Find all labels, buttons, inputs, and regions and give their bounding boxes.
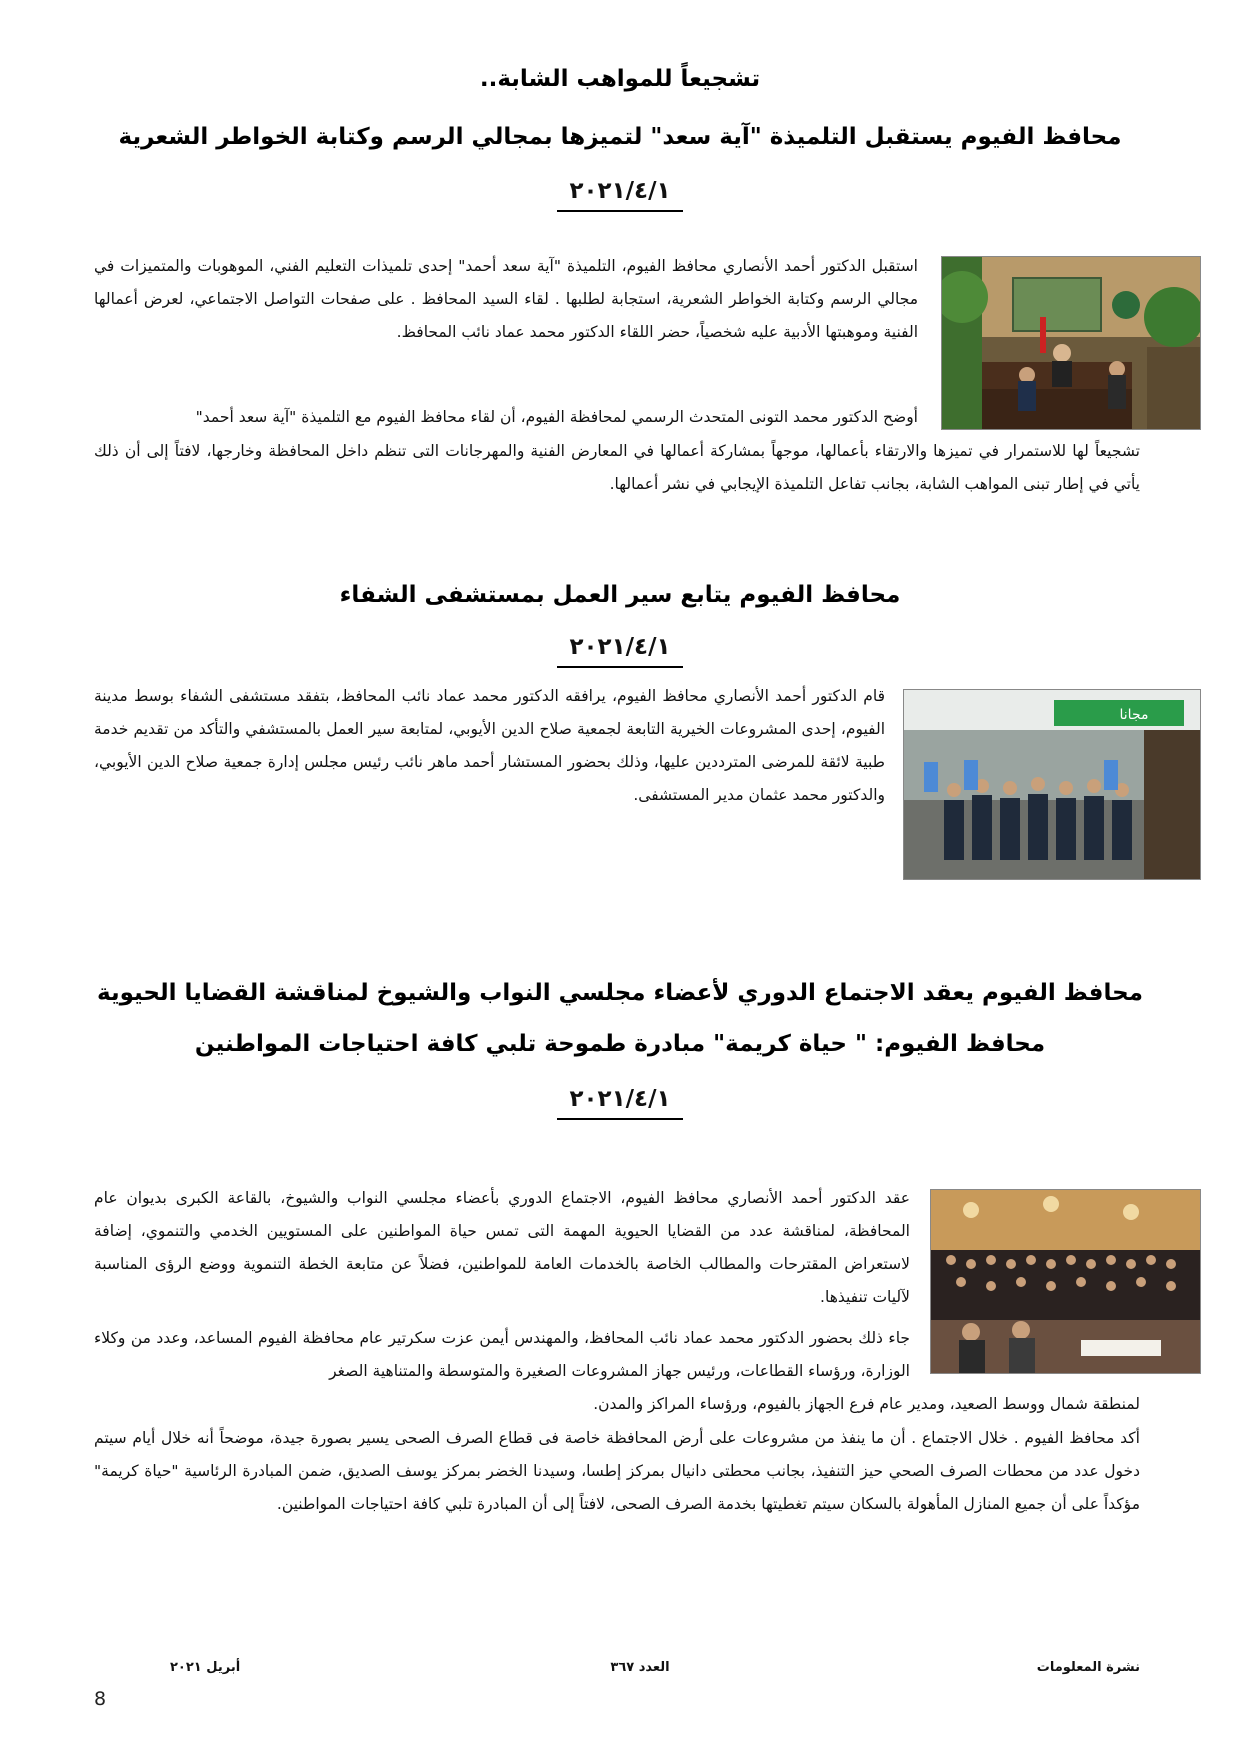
page-number: 8 — [94, 1688, 107, 1710]
footer-publication: نشرة المعلومات — [1036, 1660, 1140, 1675]
article3-date-text: ٢٠٢١/٤/١ — [557, 1086, 682, 1120]
article1-paragraph-1: استقبل الدكتور أحمد الأنصاري محافظ الفيوم، التلميذة "آية سعد أحمد" إحدى تلميذات التعليم الفني، الموهوبات والمتميزات في مجالي الرسم وكتابة الخواطر الشعرية، استجابة لطلبها . لقاء السيد المحافظ . على صفحات التواصل الاجتماعي، لعرض أعمالها الفنية وموهبتها الأدبية عليه شخصياً، حضر اللقاء الدكتور محمد عماد نائب المحافظ. — [94, 257, 918, 341]
article2-headline: محافظ الفيوم يتابع سير العمل بمستشفى الشفاء — [339, 582, 901, 608]
article2-sign-text: مجانا — [1119, 707, 1149, 723]
article3-photo — [930, 1189, 1201, 1374]
article1-date-text: ٢٠٢١/٤/١ — [557, 178, 682, 212]
article3-paragraph-3: أكد محافظ الفيوم . خلال الاجتماع . أن ما ينفذ من مشروعات على أرض المحافظة خاصة فى قطاع الصرف الصحى يسير بصورة جيدة، موضحاً أنه خلال أيام سيتم دخول عدد من محطات الصرف الصحي حيز التنفيذ، بجانب محطتى دانيال بمركز إطسا، وسيدنا الخضر بمركز يوسف الصديق، ضمن المبادرة الرئاسية "حياة كريمة" مؤكداً على أن جميع المنازل المأهولة بالسكان سيتم تغطيتها بخدمة الصرف الصحى، لافتاً إلى أن المبادرة تلبي كافة احتياجات المواطنين. — [94, 1429, 1140, 1513]
footer-issue: العدد ٣٦٧ — [610, 1660, 670, 1675]
article2-photo — [903, 689, 1201, 880]
article1-date — [0, 178, 1240, 212]
article2-paragraph-1: قام الدكتور أحمد الأنصاري محافظ الفيوم، يرافقه الدكتور محمد عماد نائب المحافظ، بتفقد مستشفى الشفاء بوسط مدينة الفيوم، إحدى المشروعات الخيرية التابعة لجمعية صلاح الدين الأيوبي، لمتابعة سير العمل بالمستشفي والتأكد من تقديم خدمة طبية لائقة للمرضى المترددين عليها، وذلك بحضور المستشار أحمد ماهر نائب رئيس مجلس إدارة جمعية صلاح الدين الأيوبي، والدكتور محمد عثمان مدير المستشفى. — [94, 687, 885, 804]
footer-month: أبريل ٢٠٢١ — [170, 1660, 241, 1675]
article1-kicker: تشجيعاً للمواهب الشابة.. — [479, 66, 761, 92]
article3-paragraph-2b: لمنطقة شمال ووسط الصعيد، ومدير عام فرع الجهاز بالفيوم، ورؤساء المراكز والمدن. — [593, 1395, 1140, 1413]
article3-paragraph-2a: جاء ذلك بحضور الدكتور محمد عماد نائب المحافظ، والمهندس أيمن عزت سكرتير عام محافظة الفيوم المساعد، وعدد من وكلاء الوزارة، ورؤساء القطاعات، ورئيس جهاز المشروعات الصغيرة والمتوسطة والمتناهية الصغر — [94, 1329, 910, 1380]
article3-paragraph-1: عقد الدكتور أحمد الأنصاري محافظ الفيوم، الاجتماع الدوري بأعضاء مجلسي النواب والشيوخ، بالقاعة الكبرى بديوان عام المحافظة، لمناقشة عدد من القضايا الحيوية المهمة التى تمس حياة المواطنين على المستويين الخدمي والتنموي، إضافة لاستعراض المقترحات والمطالب الخاصة بالخدمات العامة للمواطنين، فضلاً عن متابعة الخطة التنموية ووضع الرؤى المناسبة لآليات تنفيذها. — [94, 1189, 910, 1306]
article3-headline-1: محافظ الفيوم يعقد الاجتماع الدوري لأعضاء مجلسي النواب والشيوخ لمناقشة القضايا الحيوية — [97, 980, 1143, 1006]
article3-date — [0, 1086, 1240, 1120]
article1-paragraph-2b: تشجيعاً لها للاستمرار في تميزها والارتقاء بأعمالها، موجهاً بمشاركة أعمالها في المعارض الفنية والمهرجانات التى تنظم داخل المحافظة وخارجها، لافتاً إلى أن ذلك يأتي في إطار تبنى المواهب الشابة، بجانب تفاعل التلميذة الإيجابي في نشر أعمالها. — [94, 442, 1140, 493]
article2-date — [0, 634, 1240, 668]
article3-headline-2: محافظ الفيوم: " حياة كريمة" مبادرة طموحة تلبي كافة احتياجات المواطنين — [194, 1031, 1046, 1057]
article1-photo — [941, 256, 1201, 430]
article1-paragraph-2a: أوضح الدكتور محمد التونى المتحدث الرسمي لمحافظة الفيوم، أن لقاء محافظ الفيوم مع التلميذة "آية سعد أحمد" — [195, 408, 918, 426]
article1-headline: محافظ الفيوم يستقبل التلميذة "آية سعد" لتميزها بمجالي الرسم وكتابة الخواطر الشعرية — [118, 124, 1122, 150]
article2-date-text: ٢٠٢١/٤/١ — [557, 634, 682, 668]
